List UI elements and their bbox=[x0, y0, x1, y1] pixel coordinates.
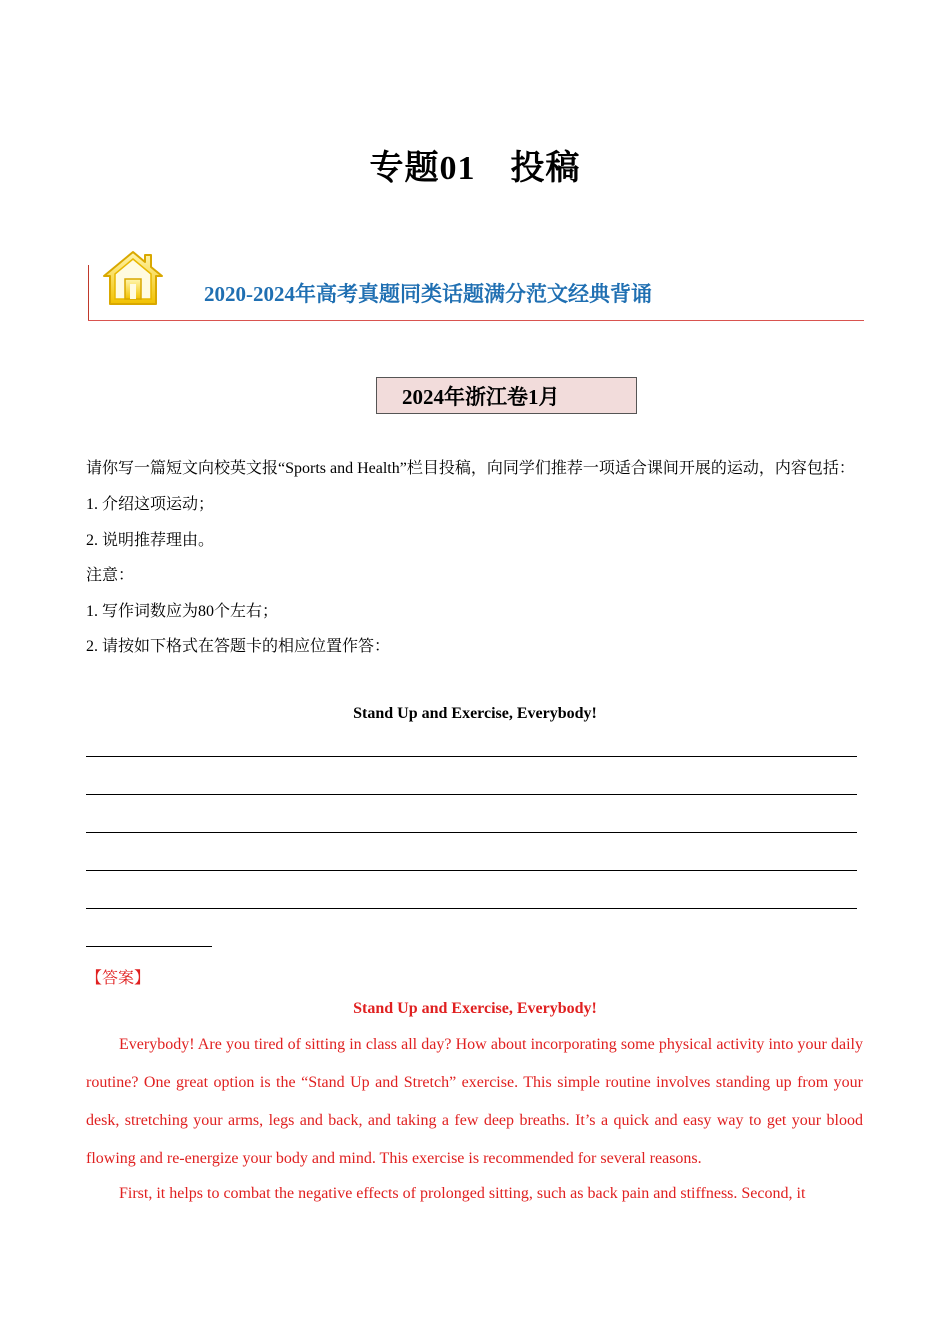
section-header bbox=[88, 248, 864, 323]
answer-label: 【答案】 bbox=[86, 970, 151, 987]
section-heading: 2020-2024年高考真题同类话题满分范文经典背诵 bbox=[204, 282, 652, 306]
answer-paragraph: First, it helps to combat the negative effects of prolonged sitting, such as back pain and stiffness. Second, it bbox=[119, 1185, 806, 1202]
note-item: 1. 写作词数应为80个左右； bbox=[86, 602, 279, 620]
writing-line bbox=[86, 832, 857, 833]
prompt bbox=[86, 450, 864, 665]
writing-line bbox=[86, 946, 212, 947]
header-bracket bbox=[88, 265, 89, 320]
writing-line bbox=[86, 908, 857, 909]
exam-label-box bbox=[376, 377, 637, 414]
answer-title: Stand Up and Exercise, Everybody! bbox=[353, 1000, 597, 1017]
note-item: 2. 请按如下格式在答题卡的相应位置作答： bbox=[86, 638, 391, 655]
section-rule bbox=[88, 320, 864, 321]
writing-line bbox=[86, 756, 857, 757]
answer-paragraph: Everybody! Are you tired of sitting in class all day? How about incorporating some physical activity into your daily routine? One great option is the “Stand Up and Stretch” exercise. This simple routine involves standing up from your desk, stretching your arms, legs and back, and taking a few deep breaths. It’s a quick and easy way to get your blood flowing and re-energize your body and mind. This exercise is recommended for several reasons. bbox=[86, 1036, 863, 1167]
house-icon bbox=[100, 248, 166, 310]
prompt-intro: 请你写一篇短文向校英文报“Sports and Health”栏目投稿，向同学们推荐一项适合课间开展的运动，内容包括： bbox=[86, 460, 855, 477]
essay-title: Stand Up and Exercise, Everybody! bbox=[353, 705, 597, 722]
notes-label: 注意： bbox=[86, 567, 135, 584]
page-title: 专题01 投稿 bbox=[369, 150, 581, 187]
writing-line bbox=[86, 870, 857, 871]
prompt-item: 2. 说明推荐理由。 bbox=[86, 531, 215, 549]
answer-body bbox=[86, 1026, 863, 1213]
prompt-item: 1. 介绍这项运动； bbox=[86, 496, 215, 513]
writing-line bbox=[86, 794, 857, 795]
exam-label: 2024年浙江卷1月 bbox=[402, 385, 560, 409]
